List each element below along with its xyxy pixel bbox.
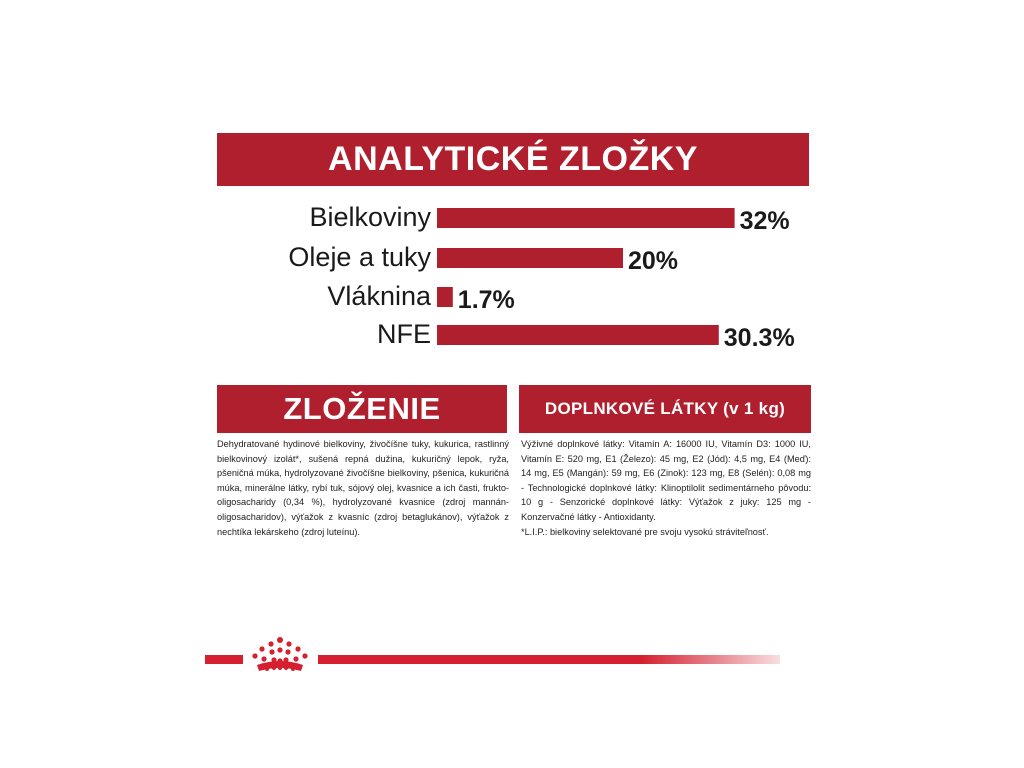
bar xyxy=(437,248,623,268)
bar-value-label: 30.3% xyxy=(723,324,795,352)
bar-label: Bielkoviny xyxy=(309,202,431,232)
bar xyxy=(437,325,719,345)
footer-line-right xyxy=(318,655,780,664)
bar-label: Oleje a tuky xyxy=(288,242,431,272)
additives-block xyxy=(521,437,811,539)
additives-text: Výživné doplnkové látky: Vitamín A: 16000 IU, Vitamín D3: 1000 IU, Vitamín E: 520 mg, E1 (Železo): 45 mg, E2 (Jód): 4,5 mg, E4 (Meď): 14 mg, E5 (Mangán): 59 mg, E6 (Zinok): 123 mg, E8 (Selén): 0,08 mg - Technologické doplnkové látky: Klinoptilolit sedimentárneho pôvodu: 10 g - Senzorické doplnkové látky: Výťažok z juky: 125 mg - Konzervačné látky - Antioxidanty. xyxy=(521,439,811,522)
bar-value-label: 20% xyxy=(628,247,679,275)
additives-note: *L.I.P.: bielkoviny selektované pre svoju vysokú stráviteľnosť. xyxy=(521,526,769,537)
analytical-title: ANALYTICKÉ ZLOŽKY xyxy=(217,133,809,186)
composition-title: ZLOŽENIE xyxy=(217,385,507,433)
bar-label: Vláknina xyxy=(327,281,431,311)
bar xyxy=(437,287,453,307)
composition-text: Dehydratované hydinové bielkoviny, živočíšne tuky, kukurica, rastlinný bielkovinový izolát*, sušená repná dužina, kukuričný lepok, ryža, pšeničná múka, hydrolyzované živočíšne bielkoviny, pšenica, kukuričná múka, minerálne látky, rybí tuk, sójový olej, kvasnice a ich časti, frukto-oligosacharidy (0,34 %), hydrolyzované kvasnice (zdroj mannán-oligosacharidov), výťažok z kvasníc (zdroj betaglukánov), výťažok z nechtíka lekárskeho (zdroj luteínu). xyxy=(217,439,509,537)
bar xyxy=(437,208,735,228)
royal-crown-icon xyxy=(247,635,313,677)
bar-label: NFE xyxy=(377,319,431,349)
additives-title: DOPLNKOVÉ LÁTKY (v 1 kg) xyxy=(519,385,811,433)
footer-line-left xyxy=(205,655,243,664)
analytical-bar-chart xyxy=(0,0,1024,380)
bar-value-label: 1.7% xyxy=(457,286,515,314)
bar-value-label: 32% xyxy=(739,207,790,235)
